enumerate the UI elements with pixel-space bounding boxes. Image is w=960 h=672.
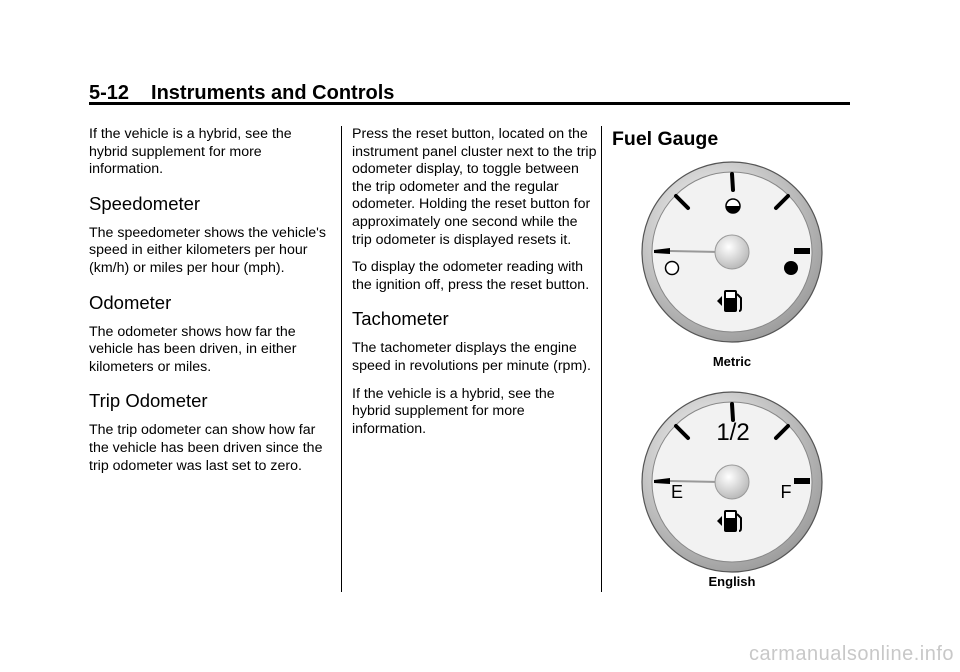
column-3: [612, 126, 852, 160]
trip-odometer-heading: Trip Odometer: [89, 390, 208, 412]
reset-text: Press the reset button, located on the instrument panel cluster next to the trip odometer display, to toggle between the trip odometer and the regular odometer. Holding the reset button for approximately one second while the trip odometer is displayed resets it.: [352, 126, 597, 248]
column-divider: [601, 126, 602, 592]
fuel-gauge-metric: [640, 160, 824, 344]
empty-marker-icon: [666, 262, 679, 275]
odometer-text: The odometer shows how far the vehicle has been driven, in either kilometers or miles.: [89, 323, 297, 375]
section-title: Instruments and Controls: [151, 82, 395, 104]
half-marker-icon: [726, 199, 740, 213]
column-divider: [341, 126, 342, 592]
speedometer-heading: Speedometer: [89, 192, 201, 214]
trip-odometer-text: The trip odometer can show how far the vehicle has been driven since the trip odometer was last set to zero.: [89, 422, 323, 474]
speedometer-text: The speedometer shows the vehicle's speed in either kilometers per hour (km/h) or miles per hour (mph).: [89, 224, 326, 276]
tachometer-heading: Tachometer: [352, 308, 449, 330]
fuel-gauge-english: [640, 390, 824, 574]
fuel-gauge-heading: Fuel Gauge: [612, 128, 719, 150]
column-2: [352, 126, 597, 448]
ignition-off-text: To display the odometer reading with the ignition off, press the reset button.: [352, 259, 590, 293]
full-marker-icon: [784, 261, 798, 275]
metric-caption: Metric: [712, 354, 752, 369]
full-label: F: [780, 482, 792, 502]
page-number: 5-12: [89, 82, 130, 104]
tachometer-hybrid-note: If the vehicle is a hybrid, see the hybrid supplement for more information.: [352, 385, 555, 437]
tachometer-text: The tachometer displays the engine speed in revolutions per minute (rpm).: [352, 340, 591, 374]
english-caption: English: [708, 574, 756, 589]
watermark: carmanualsonline.info: [748, 643, 954, 665]
header-rule: [89, 102, 850, 105]
column-1: [89, 126, 334, 485]
empty-label: E: [670, 482, 684, 502]
odometer-heading: Odometer: [89, 291, 172, 313]
hybrid-note: If the vehicle is a hybrid, see the hybrid supplement for more information.: [89, 126, 292, 178]
half-label: 1/2: [716, 419, 750, 446]
